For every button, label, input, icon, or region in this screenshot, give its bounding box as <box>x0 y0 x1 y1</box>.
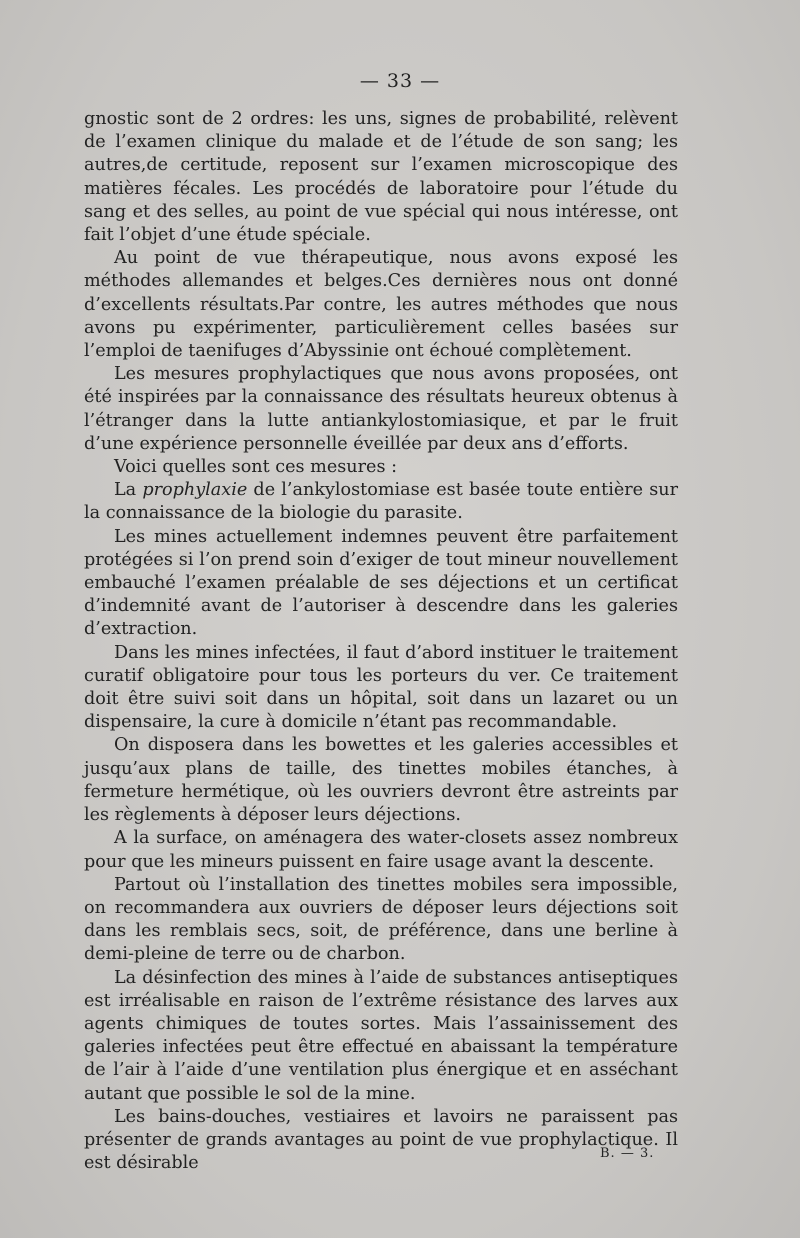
paragraph: Partout où l’installation des tinettes mobiles sera impossible, on recommandera aux ouvriers de déposer leurs déjections soit dans les remblais secs, soit, de préférence, dans une berline à demi-pleine de terre ou de charbon. <box>84 874 678 965</box>
paragraph: On disposera dans les bowettes et les galeries accessibles et jusqu’aux plans de taille, des tinettes mobiles étanches, à fermeture hermétique, où les ouvriers devront être astreints par les règlements à déposer leurs déjections. <box>84 735 678 826</box>
body-text <box>84 108 678 1175</box>
emphasized-term: prophylaxie <box>142 480 248 501</box>
paragraph: Les mines actuellement indemnes peuvent être parfaitement protégées si l’on prend soin d’exiger de tout mineur nouvellement embauché l’examen préalable de ses déjections et un certificat d’indemnité avant de l’autoriser à descendre dans les galeries d’extraction. <box>84 526 678 640</box>
paragraph: Au point de vue thérapeutique, nous avons exposé les méthodes allemandes et belges.Ces dernières nous ont donné d’excellents résultats.Par contre, les autres méthodes que nous avons pu expérimenter, particulièrement celles basées sur l’emploi de taenifuges d’Abyssinie ont échoué complètement. <box>84 248 678 362</box>
paragraph-rest: de l’ankylostomiase est basée toute entière sur la connaissance de la biologie du parasite. <box>84 480 678 524</box>
paragraph: gnostic sont de 2 ordres: les uns, signes de probabilité, relèvent de l’examen clinique du malade et de l’étude de son sang; les autres,de certitude, reposent sur l’examen microscopique des matières fécales. Les procédés de laboratoire pour l’étude du sang et des selles, au point de vue spécial qui nous intéresse, ont fait l’objet d’une étude spéciale. <box>84 109 678 246</box>
paragraph: A la surface, on aménagera des water-closets assez nombreux pour que les mineurs puissent en faire usage avant la descente. <box>84 828 678 872</box>
paragraph: Les mesures prophylactiques que nous avons proposées, ont été inspirées par la connaissance des résultats heureux obtenus à l’étranger dans la lutte antiankylostomiasique, et par le fruit d’une expérience personnelle éveillée par deux ans d’efforts. <box>84 364 678 454</box>
paragraph: Les bains-douches, vestiaires et lavoirs ne paraissent pas présenter de grands avantages au point de vue prophylactique. Il est désirable <box>84 1106 678 1174</box>
paragraph-lead: La <box>114 480 143 501</box>
printer-signature-mark: B. — 3. <box>600 1146 655 1161</box>
page-number: — 33 — <box>359 70 441 92</box>
paragraph: Dans les mines infectées, il faut d’abord instituer le traitement curatif obligatoire pour tous les porteurs du ver. Ce traitement doit être suivi soit dans un hôpital, soit dans un lazaret ou un dispensaire, la cure à domicile n’étant pas recommandable. <box>84 642 678 733</box>
paragraph <box>84 479 678 525</box>
paragraph: La désinfection des mines à l’aide de substances antiseptiques est irréalisable en raison de l’extrême résistance des larves aux agents chimiques de toutes sortes. Mais l’assainissement des galeries infectées peut être effectué en abaissant la température de l’air à l’aide d’une ventilation plus énergique et en asséchant autant que possible le sol de la mine. <box>84 967 678 1104</box>
paragraph: Voici quelles sont ces mesures : <box>114 457 398 478</box>
